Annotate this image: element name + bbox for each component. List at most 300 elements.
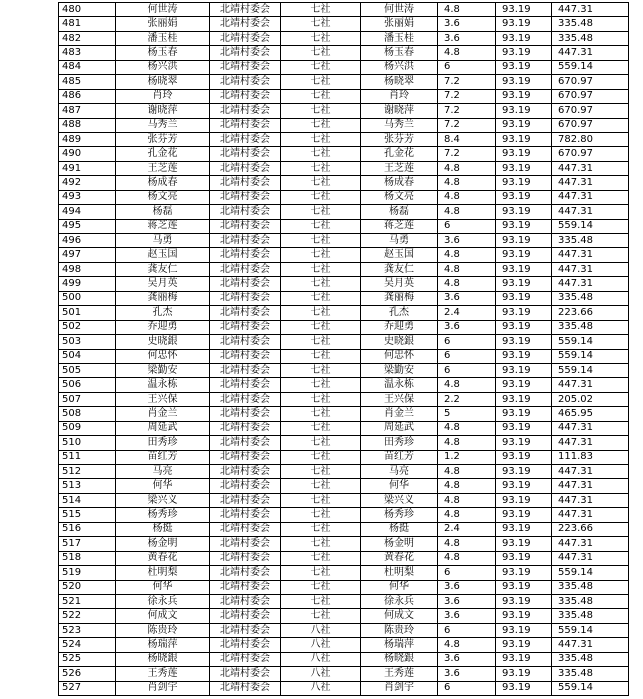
village-committee-cell: 北靖村委会 — [210, 147, 281, 161]
name-cell: 杨晓翠 — [116, 75, 210, 89]
group-cell: 七社 — [281, 205, 361, 219]
group-cell: 七社 — [281, 363, 361, 377]
group-cell: 八社 — [281, 667, 361, 681]
row-number-cell: 524 — [59, 638, 116, 652]
group-cell: 七社 — [281, 234, 361, 248]
table-row — [59, 262, 629, 276]
table-row — [59, 407, 629, 421]
amount-cell: 559.14 — [552, 681, 629, 695]
name-cell: 黄春花 — [116, 551, 210, 565]
row-number-cell: 527 — [59, 681, 116, 695]
recipient-name-cell: 肖玲 — [361, 89, 438, 103]
name-cell: 杨晓銀 — [116, 652, 210, 666]
amount-cell: 335.48 — [552, 594, 629, 608]
amount-cell: 670.97 — [552, 147, 629, 161]
table-row — [59, 46, 629, 60]
group-cell: 七社 — [281, 104, 361, 118]
recipient-name-cell: 吴月英 — [361, 277, 438, 291]
recipient-name-cell: 杨晓銀 — [361, 652, 438, 666]
village-committee-cell: 北靖村委会 — [210, 262, 281, 276]
area-cell: 3.6 — [438, 17, 496, 31]
name-cell: 乔迎勇 — [116, 320, 210, 334]
group-cell: 七社 — [281, 60, 361, 74]
table-row — [59, 335, 629, 349]
name-cell: 徐永兵 — [116, 594, 210, 608]
area-cell: 4.8 — [438, 3, 496, 17]
row-number-cell: 515 — [59, 508, 116, 522]
rate-cell: 93.19 — [496, 46, 552, 60]
recipient-name-cell: 田秀珍 — [361, 436, 438, 450]
recipient-name-cell: 王兴保 — [361, 392, 438, 406]
area-cell: 4.8 — [438, 205, 496, 219]
row-number-cell: 503 — [59, 335, 116, 349]
rate-cell: 93.19 — [496, 3, 552, 17]
area-cell: 7.2 — [438, 89, 496, 103]
village-committee-cell: 北靖村委会 — [210, 205, 281, 219]
table-row — [59, 320, 629, 334]
name-cell: 温永栋 — [116, 378, 210, 392]
recipient-name-cell: 肖金兰 — [361, 407, 438, 421]
village-committee-cell: 北靖村委会 — [210, 638, 281, 652]
group-cell: 七社 — [281, 537, 361, 551]
village-committee-cell: 北靖村委会 — [210, 551, 281, 565]
row-number-cell: 510 — [59, 436, 116, 450]
amount-cell: 223.66 — [552, 306, 629, 320]
amount-cell: 559.14 — [552, 349, 629, 363]
table-row — [59, 508, 629, 522]
area-cell: 4.8 — [438, 161, 496, 175]
table-row — [59, 190, 629, 204]
group-cell: 七社 — [281, 291, 361, 305]
recipient-name-cell: 肖剑宇 — [361, 681, 438, 695]
name-cell: 史晓銀 — [116, 335, 210, 349]
rate-cell: 93.19 — [496, 609, 552, 623]
village-committee-cell: 北靖村委会 — [210, 17, 281, 31]
recipient-name-cell: 杨成春 — [361, 176, 438, 190]
village-committee-cell: 北靖村委会 — [210, 234, 281, 248]
area-cell: 3.6 — [438, 580, 496, 594]
area-cell: 3.6 — [438, 667, 496, 681]
recipient-name-cell: 陈贵玲 — [361, 623, 438, 637]
recipient-name-cell: 何华 — [361, 580, 438, 594]
amount-cell: 670.97 — [552, 118, 629, 132]
name-cell: 潘玉桂 — [116, 31, 210, 45]
amount-cell: 447.31 — [552, 465, 629, 479]
group-cell: 七社 — [281, 465, 361, 479]
area-cell: 3.6 — [438, 652, 496, 666]
amount-cell: 447.31 — [552, 176, 629, 190]
amount-cell: 447.31 — [552, 421, 629, 435]
name-cell: 蒋芝莲 — [116, 219, 210, 233]
row-number-cell: 485 — [59, 75, 116, 89]
row-number-cell: 504 — [59, 349, 116, 363]
recipient-name-cell: 龚丽梅 — [361, 291, 438, 305]
rate-cell: 93.19 — [496, 320, 552, 334]
table-row — [59, 363, 629, 377]
group-cell: 八社 — [281, 638, 361, 652]
recipient-name-cell: 徐永兵 — [361, 594, 438, 608]
village-committee-cell: 北靖村委会 — [210, 566, 281, 580]
table-row — [59, 118, 629, 132]
name-cell: 杨文亮 — [116, 190, 210, 204]
row-number-cell: 509 — [59, 421, 116, 435]
amount-cell: 335.48 — [552, 652, 629, 666]
village-committee-cell: 北靖村委会 — [210, 277, 281, 291]
village-committee-cell: 北靖村委会 — [210, 291, 281, 305]
group-cell: 七社 — [281, 176, 361, 190]
name-cell: 何世涛 — [116, 3, 210, 17]
rate-cell: 93.19 — [496, 335, 552, 349]
amount-cell: 465.95 — [552, 407, 629, 421]
rate-cell: 93.19 — [496, 667, 552, 681]
row-number-cell: 500 — [59, 291, 116, 305]
area-cell: 6 — [438, 623, 496, 637]
name-cell: 杨秀珍 — [116, 508, 210, 522]
area-cell: 6 — [438, 335, 496, 349]
table-row — [59, 465, 629, 479]
name-cell: 周延武 — [116, 421, 210, 435]
rate-cell: 93.19 — [496, 349, 552, 363]
amount-cell: 447.31 — [552, 508, 629, 522]
row-number-cell: 502 — [59, 320, 116, 334]
amount-cell: 559.14 — [552, 363, 629, 377]
area-cell: 7.2 — [438, 118, 496, 132]
group-cell: 七社 — [281, 335, 361, 349]
row-number-cell: 489 — [59, 132, 116, 146]
amount-cell: 335.48 — [552, 667, 629, 681]
row-number-cell: 511 — [59, 450, 116, 464]
area-cell: 3.6 — [438, 234, 496, 248]
table-row — [59, 219, 629, 233]
row-number-cell: 483 — [59, 46, 116, 60]
village-committee-cell: 北靖村委会 — [210, 248, 281, 262]
group-cell: 七社 — [281, 378, 361, 392]
village-committee-cell: 北靖村委会 — [210, 522, 281, 536]
row-number-cell: 480 — [59, 3, 116, 17]
rate-cell: 93.19 — [496, 493, 552, 507]
recipient-name-cell: 杨秀珍 — [361, 508, 438, 522]
rate-cell: 93.19 — [496, 89, 552, 103]
name-cell: 田秀珍 — [116, 436, 210, 450]
recipient-name-cell: 温永栋 — [361, 378, 438, 392]
amount-cell: 447.31 — [552, 277, 629, 291]
table-row — [59, 652, 629, 666]
recipient-name-cell: 龚友仁 — [361, 262, 438, 276]
recipient-name-cell: 杨挺 — [361, 522, 438, 536]
group-cell: 七社 — [281, 349, 361, 363]
group-cell: 七社 — [281, 190, 361, 204]
village-committee-cell: 北靖村委会 — [210, 479, 281, 493]
table-row — [59, 147, 629, 161]
group-cell: 八社 — [281, 652, 361, 666]
row-number-cell: 498 — [59, 262, 116, 276]
row-number-cell: 508 — [59, 407, 116, 421]
area-cell: 4.8 — [438, 176, 496, 190]
name-cell: 何忠怀 — [116, 349, 210, 363]
area-cell: 3.6 — [438, 594, 496, 608]
name-cell: 孔金花 — [116, 147, 210, 161]
name-cell: 杨玉春 — [116, 46, 210, 60]
area-cell: 4.8 — [438, 190, 496, 204]
recipient-name-cell: 马亮 — [361, 465, 438, 479]
recipient-name-cell: 潘玉桂 — [361, 31, 438, 45]
area-cell: 4.8 — [438, 479, 496, 493]
recipient-name-cell: 周延武 — [361, 421, 438, 435]
group-cell: 七社 — [281, 508, 361, 522]
row-number-cell: 499 — [59, 277, 116, 291]
village-committee-cell: 北靖村委会 — [210, 667, 281, 681]
name-cell: 张丽娟 — [116, 17, 210, 31]
table-row — [59, 132, 629, 146]
area-cell: 3.6 — [438, 291, 496, 305]
name-cell: 梁勤安 — [116, 363, 210, 377]
group-cell: 七社 — [281, 421, 361, 435]
name-cell: 马亮 — [116, 465, 210, 479]
table-row — [59, 667, 629, 681]
recipient-name-cell: 赵玉国 — [361, 248, 438, 262]
group-cell: 七社 — [281, 493, 361, 507]
rate-cell: 93.19 — [496, 219, 552, 233]
recipient-name-cell: 何华 — [361, 479, 438, 493]
rate-cell: 93.19 — [496, 205, 552, 219]
recipient-name-cell: 孔金花 — [361, 147, 438, 161]
name-cell: 肖剑宇 — [116, 681, 210, 695]
group-cell: 七社 — [281, 219, 361, 233]
amount-cell: 559.14 — [552, 219, 629, 233]
name-cell: 杜明梨 — [116, 566, 210, 580]
table-row — [59, 291, 629, 305]
village-committee-cell: 北靖村委会 — [210, 363, 281, 377]
group-cell: 七社 — [281, 306, 361, 320]
name-cell: 杨金明 — [116, 537, 210, 551]
name-cell: 赵玉国 — [116, 248, 210, 262]
table-row — [59, 450, 629, 464]
rate-cell: 93.19 — [496, 392, 552, 406]
recipient-name-cell: 张丽娟 — [361, 17, 438, 31]
row-number-cell: 518 — [59, 551, 116, 565]
area-cell: 4.8 — [438, 46, 496, 60]
table-row — [59, 681, 629, 695]
name-cell: 孔杰 — [116, 306, 210, 320]
name-cell: 何成文 — [116, 609, 210, 623]
row-number-cell: 493 — [59, 190, 116, 204]
row-number-cell: 491 — [59, 161, 116, 175]
row-number-cell: 482 — [59, 31, 116, 45]
recipient-name-cell: 杨瑞萍 — [361, 638, 438, 652]
area-cell: 6 — [438, 681, 496, 695]
recipient-name-cell: 杨玉春 — [361, 46, 438, 60]
rate-cell: 93.19 — [496, 60, 552, 74]
group-cell: 七社 — [281, 46, 361, 60]
name-cell: 龚丽梅 — [116, 291, 210, 305]
data-table — [58, 2, 629, 696]
row-number-cell: 501 — [59, 306, 116, 320]
rate-cell: 93.19 — [496, 508, 552, 522]
area-cell: 4.8 — [438, 537, 496, 551]
name-cell: 王芝莲 — [116, 161, 210, 175]
area-cell: 7.2 — [438, 147, 496, 161]
table-row — [59, 522, 629, 536]
group-cell: 七社 — [281, 161, 361, 175]
name-cell: 肖玲 — [116, 89, 210, 103]
rate-cell: 93.19 — [496, 638, 552, 652]
table-row — [59, 31, 629, 45]
rate-cell: 93.19 — [496, 176, 552, 190]
area-cell: 2.4 — [438, 522, 496, 536]
village-committee-cell: 北靖村委会 — [210, 580, 281, 594]
area-cell: 6 — [438, 566, 496, 580]
amount-cell: 447.31 — [552, 205, 629, 219]
row-number-cell: 526 — [59, 667, 116, 681]
row-number-cell: 496 — [59, 234, 116, 248]
area-cell: 4.8 — [438, 638, 496, 652]
table-row — [59, 378, 629, 392]
name-cell: 何华 — [116, 580, 210, 594]
village-committee-cell: 北靖村委会 — [210, 349, 281, 363]
group-cell: 七社 — [281, 147, 361, 161]
amount-cell: 447.31 — [552, 493, 629, 507]
area-cell: 4.8 — [438, 493, 496, 507]
table-row — [59, 580, 629, 594]
group-cell: 七社 — [281, 132, 361, 146]
recipient-name-cell: 杨兴洪 — [361, 60, 438, 74]
group-cell: 七社 — [281, 450, 361, 464]
village-committee-cell: 北靖村委会 — [210, 537, 281, 551]
village-committee-cell: 北靖村委会 — [210, 609, 281, 623]
area-cell: 7.2 — [438, 104, 496, 118]
name-cell: 杨挺 — [116, 522, 210, 536]
table-row — [59, 248, 629, 262]
recipient-name-cell: 黄春花 — [361, 551, 438, 565]
row-number-cell: 521 — [59, 594, 116, 608]
table-row — [59, 537, 629, 551]
area-cell: 4.8 — [438, 421, 496, 435]
amount-cell: 782.80 — [552, 132, 629, 146]
area-cell: 5 — [438, 407, 496, 421]
village-committee-cell: 北靖村委会 — [210, 378, 281, 392]
name-cell: 谢晓萍 — [116, 104, 210, 118]
group-cell: 七社 — [281, 31, 361, 45]
rate-cell: 93.19 — [496, 75, 552, 89]
amount-cell: 335.48 — [552, 291, 629, 305]
recipient-name-cell: 王秀莲 — [361, 667, 438, 681]
village-committee-cell: 北靖村委会 — [210, 493, 281, 507]
amount-cell: 335.48 — [552, 31, 629, 45]
rate-cell: 93.19 — [496, 234, 552, 248]
amount-cell: 447.31 — [552, 161, 629, 175]
group-cell: 七社 — [281, 479, 361, 493]
recipient-name-cell: 何世涛 — [361, 3, 438, 17]
table-row — [59, 89, 629, 103]
row-number-cell: 519 — [59, 566, 116, 580]
name-cell: 苗红芳 — [116, 450, 210, 464]
rate-cell: 93.19 — [496, 161, 552, 175]
recipient-name-cell: 杨晓翠 — [361, 75, 438, 89]
row-number-cell: 514 — [59, 493, 116, 507]
amount-cell: 335.48 — [552, 17, 629, 31]
table-row — [59, 3, 629, 17]
area-cell: 4.8 — [438, 248, 496, 262]
name-cell: 吴月英 — [116, 277, 210, 291]
row-number-cell: 506 — [59, 378, 116, 392]
recipient-name-cell: 马秀兰 — [361, 118, 438, 132]
area-cell: 3.6 — [438, 31, 496, 45]
amount-cell: 447.31 — [552, 262, 629, 276]
area-cell: 2.2 — [438, 392, 496, 406]
amount-cell: 447.31 — [552, 190, 629, 204]
table-row — [59, 205, 629, 219]
amount-cell: 559.14 — [552, 623, 629, 637]
recipient-name-cell: 杨金明 — [361, 537, 438, 551]
group-cell: 七社 — [281, 3, 361, 17]
village-committee-cell: 北靖村委会 — [210, 190, 281, 204]
rate-cell: 93.19 — [496, 291, 552, 305]
row-number-cell: 512 — [59, 465, 116, 479]
village-committee-cell: 北靖村委会 — [210, 508, 281, 522]
amount-cell: 223.66 — [552, 522, 629, 536]
rate-cell: 93.19 — [496, 537, 552, 551]
village-committee-cell: 北靖村委会 — [210, 176, 281, 190]
rate-cell: 93.19 — [496, 378, 552, 392]
area-cell: 4.8 — [438, 378, 496, 392]
table-row — [59, 436, 629, 450]
amount-cell: 559.14 — [552, 566, 629, 580]
village-committee-cell: 北靖村委会 — [210, 320, 281, 334]
area-cell: 1.2 — [438, 450, 496, 464]
recipient-name-cell: 何成文 — [361, 609, 438, 623]
village-committee-cell: 北靖村委会 — [210, 450, 281, 464]
village-committee-cell: 北靖村委会 — [210, 407, 281, 421]
group-cell: 七社 — [281, 522, 361, 536]
row-number-cell: 516 — [59, 522, 116, 536]
group-cell: 七社 — [281, 75, 361, 89]
recipient-name-cell: 谢晓萍 — [361, 104, 438, 118]
rate-cell: 93.19 — [496, 132, 552, 146]
table-row — [59, 234, 629, 248]
row-number-cell: 525 — [59, 652, 116, 666]
table-row — [59, 609, 629, 623]
area-cell: 4.8 — [438, 508, 496, 522]
name-cell: 肖金兰 — [116, 407, 210, 421]
area-cell: 3.6 — [438, 609, 496, 623]
group-cell: 七社 — [281, 17, 361, 31]
recipient-name-cell: 梁勤安 — [361, 363, 438, 377]
row-number-cell: 492 — [59, 176, 116, 190]
rate-cell: 93.19 — [496, 623, 552, 637]
row-number-cell: 481 — [59, 17, 116, 31]
village-committee-cell: 北靖村委会 — [210, 623, 281, 637]
area-cell: 4.8 — [438, 262, 496, 276]
recipient-name-cell: 张芬芳 — [361, 132, 438, 146]
rate-cell: 93.19 — [496, 580, 552, 594]
rate-cell: 93.19 — [496, 118, 552, 132]
village-committee-cell: 北靖村委会 — [210, 335, 281, 349]
area-cell: 6 — [438, 219, 496, 233]
row-number-cell: 486 — [59, 89, 116, 103]
area-cell: 4.8 — [438, 551, 496, 565]
rate-cell: 93.19 — [496, 465, 552, 479]
amount-cell: 205.02 — [552, 392, 629, 406]
table-row — [59, 421, 629, 435]
amount-cell: 447.31 — [552, 551, 629, 565]
name-cell: 张芬芳 — [116, 132, 210, 146]
amount-cell: 670.97 — [552, 104, 629, 118]
village-committee-cell: 北靖村委会 — [210, 118, 281, 132]
recipient-name-cell: 王芝莲 — [361, 161, 438, 175]
recipient-name-cell: 乔迎勇 — [361, 320, 438, 334]
area-cell: 6 — [438, 363, 496, 377]
rate-cell: 93.19 — [496, 522, 552, 536]
